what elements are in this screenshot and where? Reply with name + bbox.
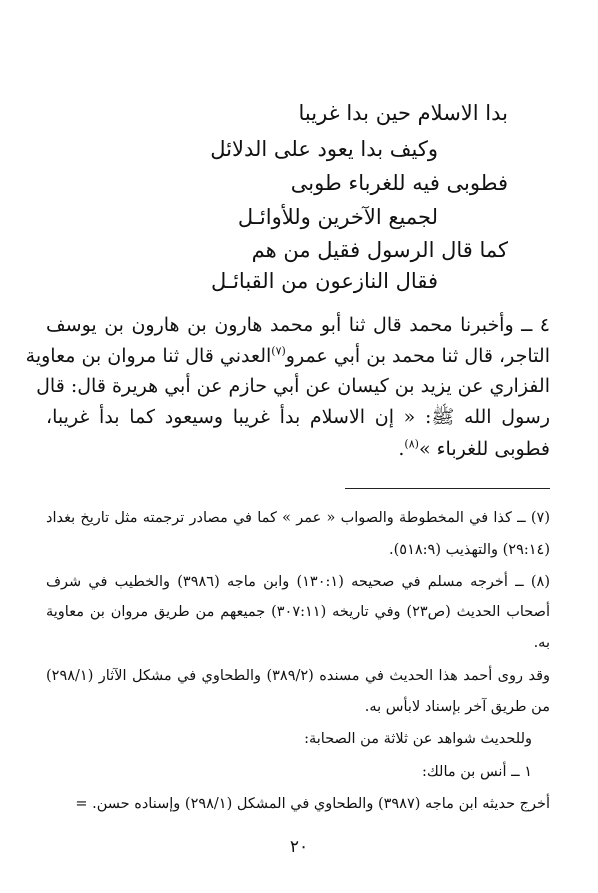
hadith-line: ٤ ــ وأخبرنا محمد قال ثنا أبو محمد هارون بن هارون بن يوسف: [46, 314, 550, 336]
poem-line: فطوبى فيه للغرباء طوبى: [290, 171, 508, 195]
hadith-text: .: [398, 438, 405, 460]
hadith-text: فطوبى للغرباء »: [418, 438, 550, 460]
footnote-line: من طريق آخر بإسناد لابأس به.: [364, 699, 550, 715]
hadith-line: [25, 343, 550, 369]
footnote-line: وللحديث شواهد عن ثلاثة من الصحابة:: [304, 731, 532, 747]
poem-line: بدا الاسلام حين بدا غريبا: [298, 101, 508, 125]
footnote-line: (٢٩:١٤) والتهذيب (٥١٨:٩).: [389, 542, 550, 558]
hadith-text: التاجر، قال ثنا محمد بن أبي عمرو: [285, 345, 550, 367]
footnote-separator: [345, 488, 550, 489]
footnote-line: (٧) ــ كذا في المخطوطة والصواب « عمر » كما في مصادر ترجمته مثل تاريخ بغداد: [46, 510, 550, 526]
footnote-line: (٨) ــ أخرجه مسلم في صحيحه (١٣٠:١) وابن ماجه (٣٩٨٦) والخطيب في شرف: [46, 574, 551, 590]
footnote-line: ١ ــ أنس بن مالك:: [421, 764, 532, 780]
poem-line: فقال النازعون من القبائـل: [211, 269, 438, 293]
footnote-line: به.: [533, 635, 550, 651]
hadith-line: رسول الله ﷺ: « إن الاسلام بدأ غريبا وسيعود كما بدأ غريبا،: [46, 406, 550, 428]
footnote-ref: (٨): [404, 437, 419, 451]
footnote-ref: (٧): [271, 344, 286, 358]
poem-line: لجميع الآخرين وللأوائـل: [237, 205, 438, 229]
footnote-line: وقد روى أحمد هذا الحديث في مسنده (٣٨٩/٢) والطحاوي في مشكل الآثار (٢٩٨/١): [46, 668, 550, 684]
poem-line: كما قال الرسول فقيل من هم: [251, 238, 508, 262]
footnote-line: أخرج حديثه ابن ماجه (٣٩٨٧) والطحاوي في المشكل (٢٩٨/١) وإسناده حسن. =: [75, 796, 550, 812]
poem-line: وكيف بدا يعود على الدلائل: [210, 137, 438, 161]
hadith-text: العدني قال ثنا مروان بن معاوية: [25, 345, 272, 367]
page-number: ٢٠: [289, 837, 309, 857]
hadith-line: الفزاري عن يزيد بن كيسان عن أبي حازم عن أبي هريرة قال: قال: [36, 375, 550, 397]
footnote-line: أصحاب الحديث (ص٢٣) وفي تاريخه (٣٠٧:١١) جميعهم من طريق مروان بن معاوية: [46, 604, 550, 620]
hadith-line: [46, 436, 550, 462]
